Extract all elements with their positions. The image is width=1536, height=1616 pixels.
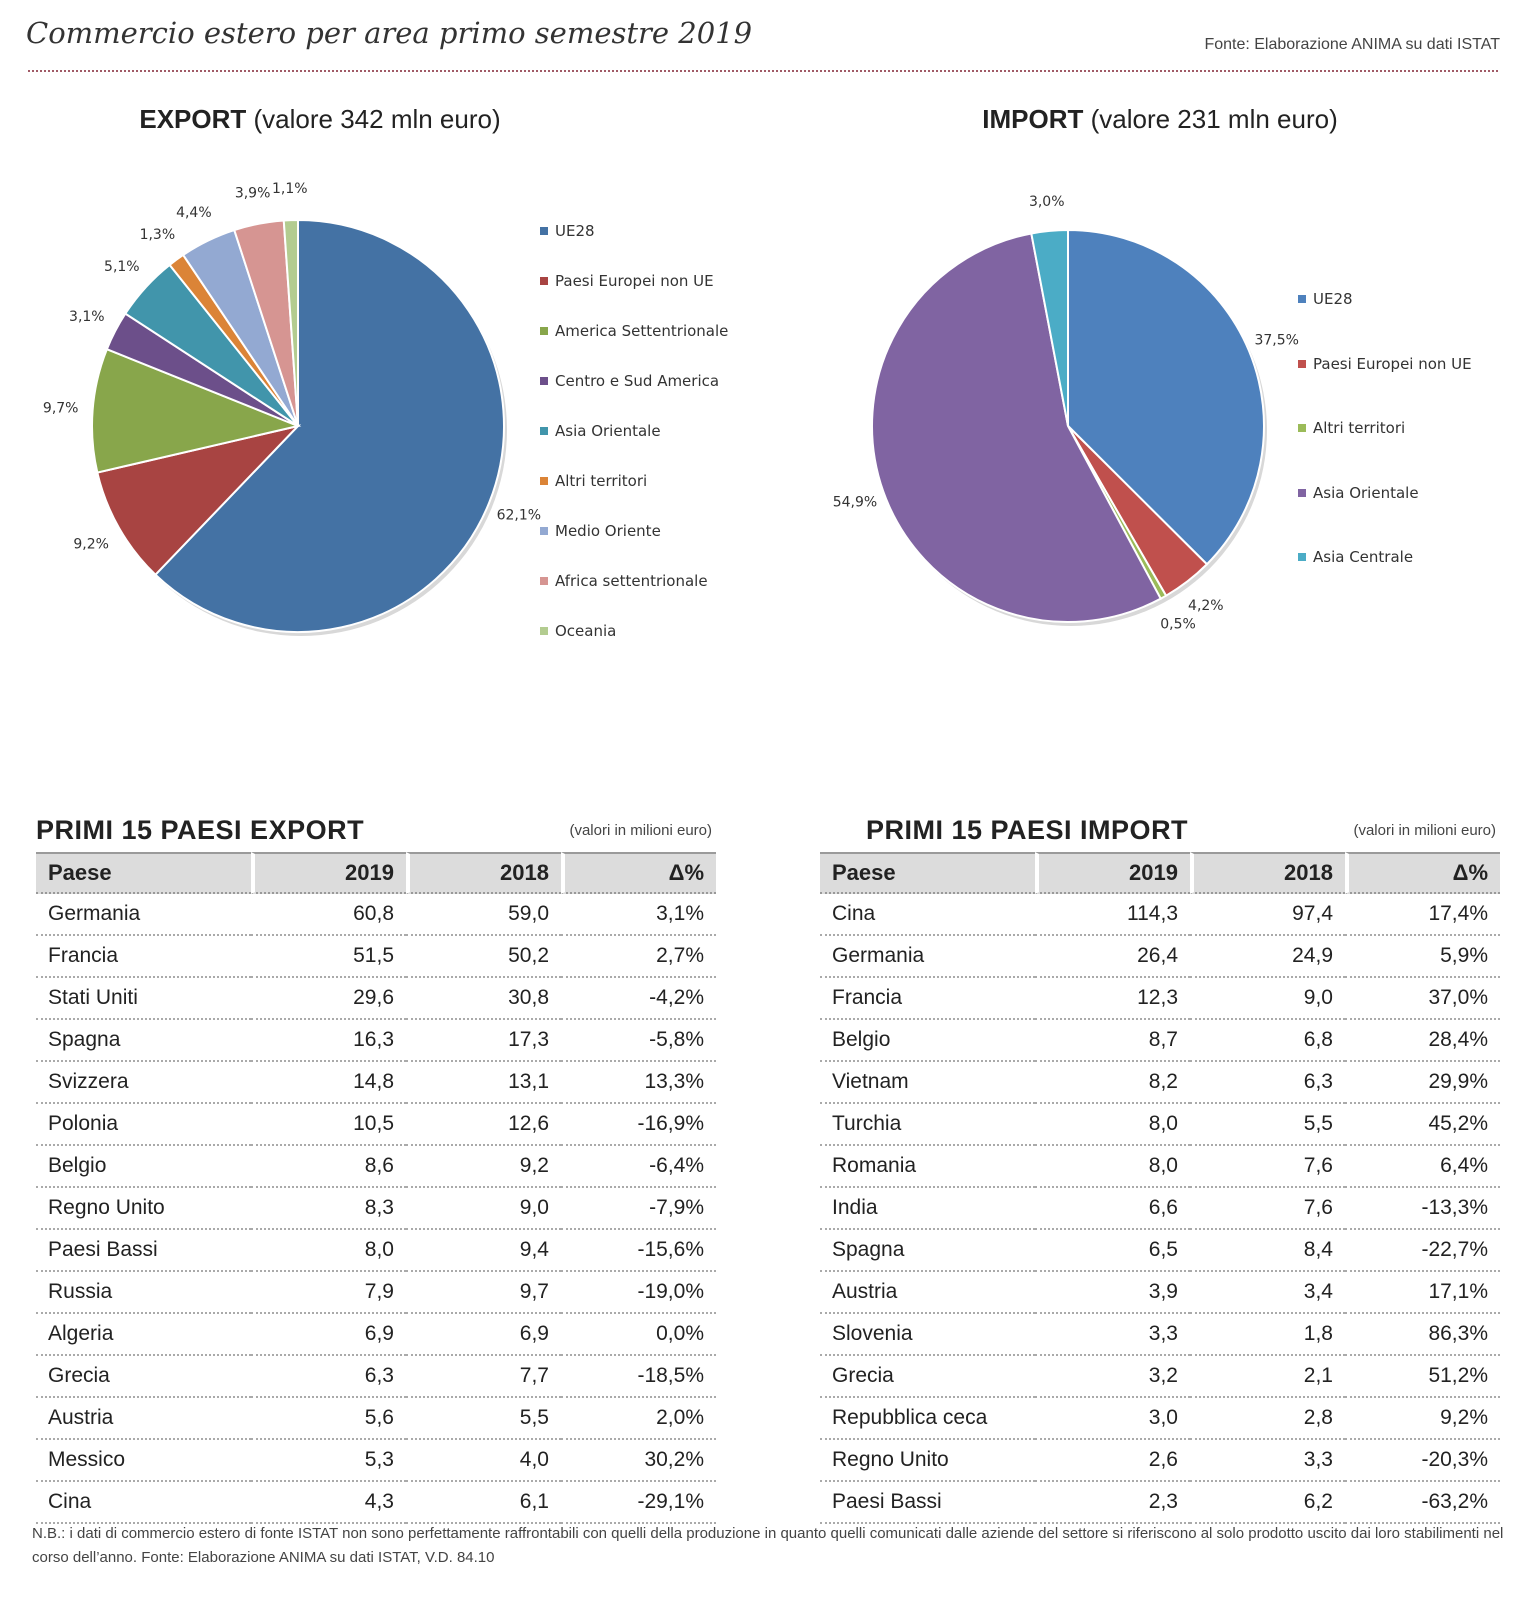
export-pie-subtitle: (valore 342 mln euro) xyxy=(253,104,501,134)
table-row xyxy=(820,1062,1500,1104)
import-legend-item-asia-orientale xyxy=(1298,484,1419,502)
import-legend-item-altri-territori xyxy=(1298,419,1405,437)
table-row xyxy=(36,1146,716,1188)
export-legend-label: Oceania xyxy=(555,622,617,640)
value-cell: 17,3 xyxy=(406,1020,561,1062)
country-cell: Germania xyxy=(36,894,251,936)
footnote: N.B.: i dati di commercio estero di fonte ISTAT non sono perfettamente raffrontabili con quelli della produzione in quanto quelli comunicati dalle aziende del settore si riferiscono al solo prodotto uscito dai loro stabilimenti nel corso dell’anno. Fonte: Elaborazione ANIMA su dati ISTAT, V.D. 84.10 xyxy=(32,1525,1504,1566)
export-table-title: PRIMI 15 PAESI EXPORT xyxy=(36,815,365,845)
country-cell: Russia xyxy=(36,1272,251,1314)
value-cell: 16,3 xyxy=(251,1020,406,1062)
value-cell: -4,2% xyxy=(561,978,716,1020)
country-cell: Spagna xyxy=(36,1020,251,1062)
import-table-header-row xyxy=(820,852,1500,894)
export-label-ue28: 62,1% xyxy=(496,507,542,524)
value-cell: -20,3% xyxy=(1345,1440,1500,1482)
value-cell: 8,0 xyxy=(1035,1104,1190,1146)
value-cell: 17,4% xyxy=(1345,894,1500,936)
table-row xyxy=(820,1398,1500,1440)
import-table-title: PRIMI 15 PAESI IMPORT xyxy=(866,815,1189,845)
value-cell: 13,1 xyxy=(406,1062,561,1104)
country-cell: Austria xyxy=(820,1272,1035,1314)
value-cell: 2,7% xyxy=(561,936,716,978)
import-pie-chart xyxy=(780,150,1300,650)
table-row xyxy=(820,1230,1500,1272)
value-cell: 114,3 xyxy=(1035,894,1190,936)
value-cell: 30,8 xyxy=(406,978,561,1020)
value-cell: 3,3 xyxy=(1035,1314,1190,1356)
value-cell: 6,3 xyxy=(251,1356,406,1398)
export-col-header: Paese xyxy=(36,852,251,894)
value-cell: -19,0% xyxy=(561,1272,716,1314)
export-label-paesi-europei-non-ue: 9,2% xyxy=(73,536,109,553)
export-label-altri-territori: 1,3% xyxy=(139,226,176,243)
import-col-header: 2019 xyxy=(1035,852,1190,894)
country-cell: India xyxy=(820,1188,1035,1230)
export-legend-label: UE28 xyxy=(555,222,595,240)
value-cell: 2,6 xyxy=(1035,1440,1190,1482)
value-cell: 9,4 xyxy=(406,1230,561,1272)
import-col-header: Paese xyxy=(820,852,1035,894)
country-cell: Francia xyxy=(36,936,251,978)
import-pie-title xyxy=(940,104,1380,135)
value-cell: 4,3 xyxy=(251,1482,406,1524)
table-row xyxy=(820,1482,1500,1524)
value-cell: -13,3% xyxy=(1345,1188,1500,1230)
import-legend-label: UE28 xyxy=(1313,290,1353,308)
value-cell: 24,9 xyxy=(1190,936,1345,978)
value-cell: 6,3 xyxy=(1190,1062,1345,1104)
country-cell: Repubblica ceca xyxy=(820,1398,1035,1440)
value-cell: 51,5 xyxy=(251,936,406,978)
export-legend-label: Asia Orientale xyxy=(555,422,661,440)
value-cell: 7,6 xyxy=(1190,1188,1345,1230)
value-cell: -63,2% xyxy=(1345,1482,1500,1524)
table-row xyxy=(36,1062,716,1104)
value-cell: 5,3 xyxy=(251,1440,406,1482)
export-legend-label: Paesi Europei non UE xyxy=(555,272,714,290)
import-legend-swatch xyxy=(1298,424,1306,432)
value-cell: 5,5 xyxy=(406,1398,561,1440)
export-label-africa-settentrionale: 3,9% xyxy=(234,185,271,202)
import-label-ue28: 37,5% xyxy=(1254,332,1299,349)
value-cell: 86,3% xyxy=(1345,1314,1500,1356)
import-legend-label: Asia Orientale xyxy=(1313,483,1419,502)
export-label-oceania: 1,1% xyxy=(271,181,308,198)
table-row xyxy=(36,1482,716,1524)
import-legend-swatch xyxy=(1298,360,1306,368)
value-cell: 6,5 xyxy=(1035,1230,1190,1272)
import-pie-legend xyxy=(1298,290,1518,590)
table-row xyxy=(820,1440,1500,1482)
value-cell: 29,9% xyxy=(1345,1062,1500,1104)
export-table-units: (valori in milioni euro) xyxy=(569,822,712,839)
value-cell: 3,0 xyxy=(1035,1398,1190,1440)
country-cell: Turchia xyxy=(820,1104,1035,1146)
import-label-asia-orientale: 54,9% xyxy=(832,494,878,511)
value-cell: 14,8 xyxy=(251,1062,406,1104)
import-table xyxy=(820,852,1500,1524)
source-note: Fonte: Elaborazione ANIMA su dati ISTAT xyxy=(1204,36,1500,53)
export-legend-item-asia-orientale xyxy=(540,422,661,440)
value-cell: -16,9% xyxy=(561,1104,716,1146)
import-label-paesi-europei-non-ue: 4,2% xyxy=(1188,598,1224,615)
export-legend-swatch xyxy=(540,627,548,635)
export-legend-label: Centro e Sud America xyxy=(555,372,720,390)
export-label-medio-oriente: 4,4% xyxy=(176,204,212,221)
export-legend-item-africa-settentrionale xyxy=(540,572,708,590)
table-row xyxy=(36,1104,716,1146)
value-cell: 7,9 xyxy=(251,1272,406,1314)
country-cell: Slovenia xyxy=(820,1314,1035,1356)
value-cell: 8,0 xyxy=(251,1230,406,1272)
country-cell: Belgio xyxy=(36,1146,251,1188)
value-cell: 5,9% xyxy=(1345,936,1500,978)
value-cell: 12,3 xyxy=(1035,978,1190,1020)
country-cell: Grecia xyxy=(36,1356,251,1398)
country-cell: Belgio xyxy=(820,1020,1035,1062)
value-cell: 8,4 xyxy=(1190,1230,1345,1272)
import-table-units: (valori in milioni euro) xyxy=(1353,822,1496,839)
export-legend-item-centro-e-sud-america xyxy=(540,372,719,390)
country-cell: Regno Unito xyxy=(36,1188,251,1230)
value-cell: 12,6 xyxy=(406,1104,561,1146)
export-pie-legend xyxy=(540,222,770,642)
country-cell: Francia xyxy=(820,978,1035,1020)
value-cell: 0,0% xyxy=(561,1314,716,1356)
value-cell: 6,9 xyxy=(406,1314,561,1356)
table-row xyxy=(36,1272,716,1314)
country-cell: Romania xyxy=(820,1146,1035,1188)
value-cell: 3,4 xyxy=(1190,1272,1345,1314)
value-cell: 9,0 xyxy=(406,1188,561,1230)
value-cell: -7,9% xyxy=(561,1188,716,1230)
import-legend-item-asia-centrale xyxy=(1298,548,1413,566)
value-cell: -6,4% xyxy=(561,1146,716,1188)
export-legend-swatch xyxy=(540,527,548,535)
country-cell: Paesi Bassi xyxy=(820,1482,1035,1524)
value-cell: 9,0 xyxy=(1190,978,1345,1020)
export-table xyxy=(36,852,716,1524)
table-row xyxy=(820,1104,1500,1146)
country-cell: Stati Uniti xyxy=(36,978,251,1020)
export-legend-item-medio-oriente xyxy=(540,522,661,540)
value-cell: 3,3 xyxy=(1190,1440,1345,1482)
country-cell: Cina xyxy=(820,894,1035,936)
export-legend-swatch xyxy=(540,327,548,335)
import-pie-title-main: IMPORT xyxy=(982,104,1084,134)
table-row xyxy=(820,894,1500,936)
table-row xyxy=(36,1356,716,1398)
value-cell: 5,6 xyxy=(251,1398,406,1440)
country-cell: Austria xyxy=(36,1398,251,1440)
import-legend-swatch xyxy=(1298,489,1306,497)
export-legend-item-altri-territori xyxy=(540,472,647,490)
import-label-altri-territori: 0,5% xyxy=(1160,616,1196,633)
table-row xyxy=(820,1188,1500,1230)
value-cell: 6,8 xyxy=(1190,1020,1345,1062)
value-cell: 4,0 xyxy=(406,1440,561,1482)
import-pie-subtitle: (valore 231 mln euro) xyxy=(1090,104,1338,134)
country-cell: Polonia xyxy=(36,1104,251,1146)
value-cell: 8,6 xyxy=(251,1146,406,1188)
export-legend-swatch xyxy=(540,577,548,585)
value-cell: 6,4% xyxy=(1345,1146,1500,1188)
export-legend-label: Africa settentrionale xyxy=(555,572,708,590)
value-cell: -15,6% xyxy=(561,1230,716,1272)
table-row xyxy=(820,1272,1500,1314)
value-cell: 8,3 xyxy=(251,1188,406,1230)
value-cell: 6,9 xyxy=(251,1314,406,1356)
value-cell: 59,0 xyxy=(406,894,561,936)
export-col-header: Δ% xyxy=(561,852,716,894)
export-legend-item-america-settentrionale xyxy=(540,322,728,340)
value-cell: 9,7 xyxy=(406,1272,561,1314)
value-cell: 8,0 xyxy=(1035,1146,1190,1188)
value-cell: 97,4 xyxy=(1190,894,1345,936)
table-row xyxy=(36,1188,716,1230)
export-label-america-settentrionale: 9,7% xyxy=(42,400,79,417)
value-cell: 1,8 xyxy=(1190,1314,1345,1356)
country-cell: Svizzera xyxy=(36,1062,251,1104)
value-cell: 9,2 xyxy=(406,1146,561,1188)
export-legend-item-oceania xyxy=(540,622,616,640)
export-legend-item-paesi-europei-non-ue xyxy=(540,272,714,290)
value-cell: 45,2% xyxy=(1345,1104,1500,1146)
value-cell: -18,5% xyxy=(561,1356,716,1398)
value-cell: 13,3% xyxy=(561,1062,716,1104)
export-legend-label: Altri territori xyxy=(555,472,648,490)
table-row xyxy=(36,936,716,978)
value-cell: 30,2% xyxy=(561,1440,716,1482)
value-cell: 5,5 xyxy=(1190,1104,1345,1146)
export-legend-swatch xyxy=(540,377,548,385)
value-cell: -29,1% xyxy=(561,1482,716,1524)
value-cell: 2,0% xyxy=(561,1398,716,1440)
value-cell: 51,2% xyxy=(1345,1356,1500,1398)
value-cell: 10,5 xyxy=(251,1104,406,1146)
value-cell: 3,1% xyxy=(561,894,716,936)
import-legend-swatch xyxy=(1298,295,1306,303)
export-legend-swatch xyxy=(540,477,548,485)
value-cell: 6,6 xyxy=(1035,1188,1190,1230)
table-row xyxy=(820,1314,1500,1356)
value-cell: 2,3 xyxy=(1035,1482,1190,1524)
value-cell: 6,2 xyxy=(1190,1482,1345,1524)
country-cell: Grecia xyxy=(820,1356,1035,1398)
table-row xyxy=(36,1314,716,1356)
table-row xyxy=(36,1020,716,1062)
table-row xyxy=(820,978,1500,1020)
country-cell: Algeria xyxy=(36,1314,251,1356)
export-label-asia-orientale: 5,1% xyxy=(104,258,140,275)
country-cell: Regno Unito xyxy=(820,1440,1035,1482)
table-row xyxy=(820,1020,1500,1062)
table-row xyxy=(36,894,716,936)
export-label-centro-e-sud-america: 3,1% xyxy=(69,309,105,326)
country-cell: Paesi Bassi xyxy=(36,1230,251,1272)
export-pie-title-main: EXPORT xyxy=(139,104,247,134)
page-title: Commercio estero per area primo semestre 2019 xyxy=(26,16,753,50)
country-cell: Germania xyxy=(820,936,1035,978)
country-cell: Cina xyxy=(36,1482,251,1524)
table-row xyxy=(36,1440,716,1482)
export-legend-swatch xyxy=(540,277,548,285)
value-cell: 37,0% xyxy=(1345,978,1500,1020)
export-col-header: 2019 xyxy=(251,852,406,894)
table-row xyxy=(36,1230,716,1272)
value-cell: 8,2 xyxy=(1035,1062,1190,1104)
value-cell: 8,7 xyxy=(1035,1020,1190,1062)
export-pie-title xyxy=(100,104,540,135)
country-cell: Messico xyxy=(36,1440,251,1482)
value-cell: 7,7 xyxy=(406,1356,561,1398)
import-legend-item-ue28 xyxy=(1298,290,1353,308)
table-row xyxy=(820,936,1500,978)
value-cell: 9,2% xyxy=(1345,1398,1500,1440)
value-cell: 3,2 xyxy=(1035,1356,1190,1398)
value-cell: -5,8% xyxy=(561,1020,716,1062)
value-cell: 2,8 xyxy=(1190,1398,1345,1440)
value-cell: 28,4% xyxy=(1345,1020,1500,1062)
export-table-header-row xyxy=(36,852,716,894)
value-cell: 6,1 xyxy=(406,1482,561,1524)
value-cell: 17,1% xyxy=(1345,1272,1500,1314)
import-legend-item-paesi-europei-non-ue xyxy=(1298,355,1472,373)
export-legend-item-ue28 xyxy=(540,222,595,240)
table-row xyxy=(36,1398,716,1440)
table-row xyxy=(820,1146,1500,1188)
export-legend-label: Medio Oriente xyxy=(555,522,661,540)
import-label-asia-centrale: 3,0% xyxy=(1028,194,1065,211)
import-legend-label: Altri territori xyxy=(1313,419,1406,437)
header-divider xyxy=(28,70,1498,72)
value-cell: 60,8 xyxy=(251,894,406,936)
export-col-header: 2018 xyxy=(406,852,561,894)
country-cell: Vietnam xyxy=(820,1062,1035,1104)
table-row xyxy=(36,978,716,1020)
export-legend-label: America Settentrionale xyxy=(555,322,729,340)
import-col-header: Δ% xyxy=(1345,852,1500,894)
value-cell: 26,4 xyxy=(1035,936,1190,978)
value-cell: -22,7% xyxy=(1345,1230,1500,1272)
export-legend-swatch xyxy=(540,427,548,435)
export-legend-swatch xyxy=(540,227,548,235)
import-legend-label: Paesi Europei non UE xyxy=(1313,354,1472,373)
import-legend-label: Asia Centrale xyxy=(1313,548,1414,566)
value-cell: 29,6 xyxy=(251,978,406,1020)
value-cell: 7,6 xyxy=(1190,1146,1345,1188)
country-cell: Spagna xyxy=(820,1230,1035,1272)
value-cell: 50,2 xyxy=(406,936,561,978)
value-cell: 2,1 xyxy=(1190,1356,1345,1398)
import-legend-swatch xyxy=(1298,553,1306,561)
table-row xyxy=(820,1356,1500,1398)
import-col-header: 2018 xyxy=(1190,852,1345,894)
value-cell: 3,9 xyxy=(1035,1272,1190,1314)
